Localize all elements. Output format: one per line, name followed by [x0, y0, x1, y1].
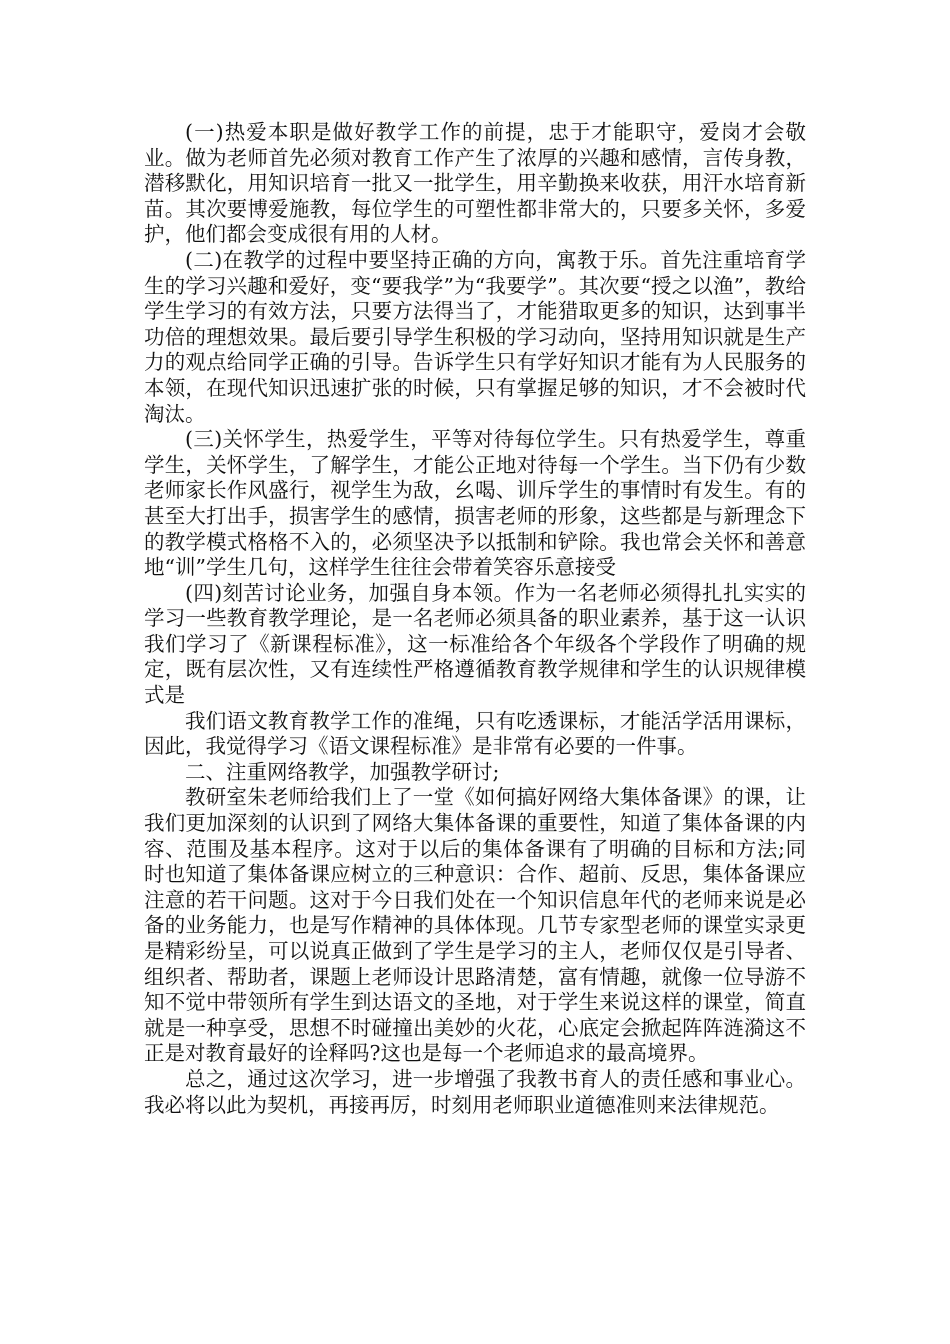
paragraph-study-business: (四)刻苦讨论业务，加强自身本领。作为一名老师必须得扎扎实实的学习一些教育教学理论，是一名老师必须具备的职业素养，基于这一认识我们学习了《新课程标准》，这一标准给各个年级各个学段作了明确的规定，既有层次性，又有连续性严格遵循教育教学规律和学生的认识规律模式是 — [144, 580, 806, 708]
paragraph-teaching-direction: (二)在教学的过程中要坚持正确的方向，寓教于乐。首先注重培育学生的学习兴趣和爱好，变“要我学”为“我要学”。其次要“授之以渔”，教给学生学习的有效方法，只要方法得当了，才能猎取更多的知识，达到事半功倍的理想效果。最后要引导学生积极的学习动向，坚持用知识就是生产力的观点给同学正确的引导。告诉学生只有学好知识才能有为人民服务的本领，在现代知识迅速扩张的时候，只有掌握足够的知识，才不会被时代淘汰。 — [144, 247, 806, 426]
paragraph-love-profession: (一)热爱本职是做好教学工作的前提，忠于才能职守，爱岗才会敬业。做为老师首先必须对教育工作产生了浓厚的兴趣和感情，言传身教，潜移默化，用知识培育一批又一批学生，用辛勤换来收获，用汗水培育新苗。其次要博爱施教，每位学生的可塑性都非常大的，只要多关怀，多爱护，他们都会变成很有用的人材。 — [144, 120, 806, 247]
section-heading-network-teaching: 二、注重网络教学，加强教学研讨; — [185, 759, 500, 784]
paragraph-curriculum-standard: 我们语文教育教学工作的准绳，只有吃透课标，才能活学活用课标，因此，我觉得学习《语文课程标准》是非常有必要的一件事。 — [144, 708, 806, 759]
paragraph-care-for-students: (三)关怀学生，热爱学生，平等对待每位学生。只有热爱学生，尊重学生，关怀学生，了解学生，才能公正地对待每一个学生。当下仍有少数老师家长作风盛行，视学生为敌，幺喝、训斥学生的事情时有发生。有的甚至大打出手，损害学生的感情，损害老师的形象，这些都是与新理念下的教学模式格格不入的，必须坚决予以抵制和铲除。我也常会关怀和善意地“训”学生几句，这样学生往往会带着笑容乐意接受 — [144, 427, 806, 580]
paragraph-conclusion: 总之，通过这次学习，进一步增强了我教书育人的责任感和事业心。我必将以此为契机，再接再厉，时刻用老师职业道德准则来法律规范。 — [144, 1066, 806, 1117]
paragraph-network-lesson-prep: 教研室朱老师给我们上了一堂《如何搞好网络大集体备课》的课，让我们更加深刻的认识到了网络大集体备课的重要性，知道了集体备课的内容、范围及基本程序。这对于以后的集体备课有了明确的目标和方法;同时也知道了集体备课应树立的三种意识：合作、超前、反思，集体备课应注意的若干问题。这对于今日我们处在一个知识信息年代的老师来说是必备的业务能力，也是写作精神的具体体现。几节专家型老师的课堂实录更是精彩纷呈，可以说真正做到了学生是学习的主人，老师仅仅是引导者、组织者、帮助者，课题上老师设计思路清楚，富有情趣，就像一位导游不知不觉中带领所有学生到达语文的圣地，对于学生来说这样的课堂，简直就是一种享受，思想不时碰撞出美妙的火花，心底定会掀起阵阵涟漪这不正是对教育最好的诠释吗?这也是每一个老师追求的最高境界。 — [144, 785, 806, 1066]
document-body — [144, 120, 806, 1118]
